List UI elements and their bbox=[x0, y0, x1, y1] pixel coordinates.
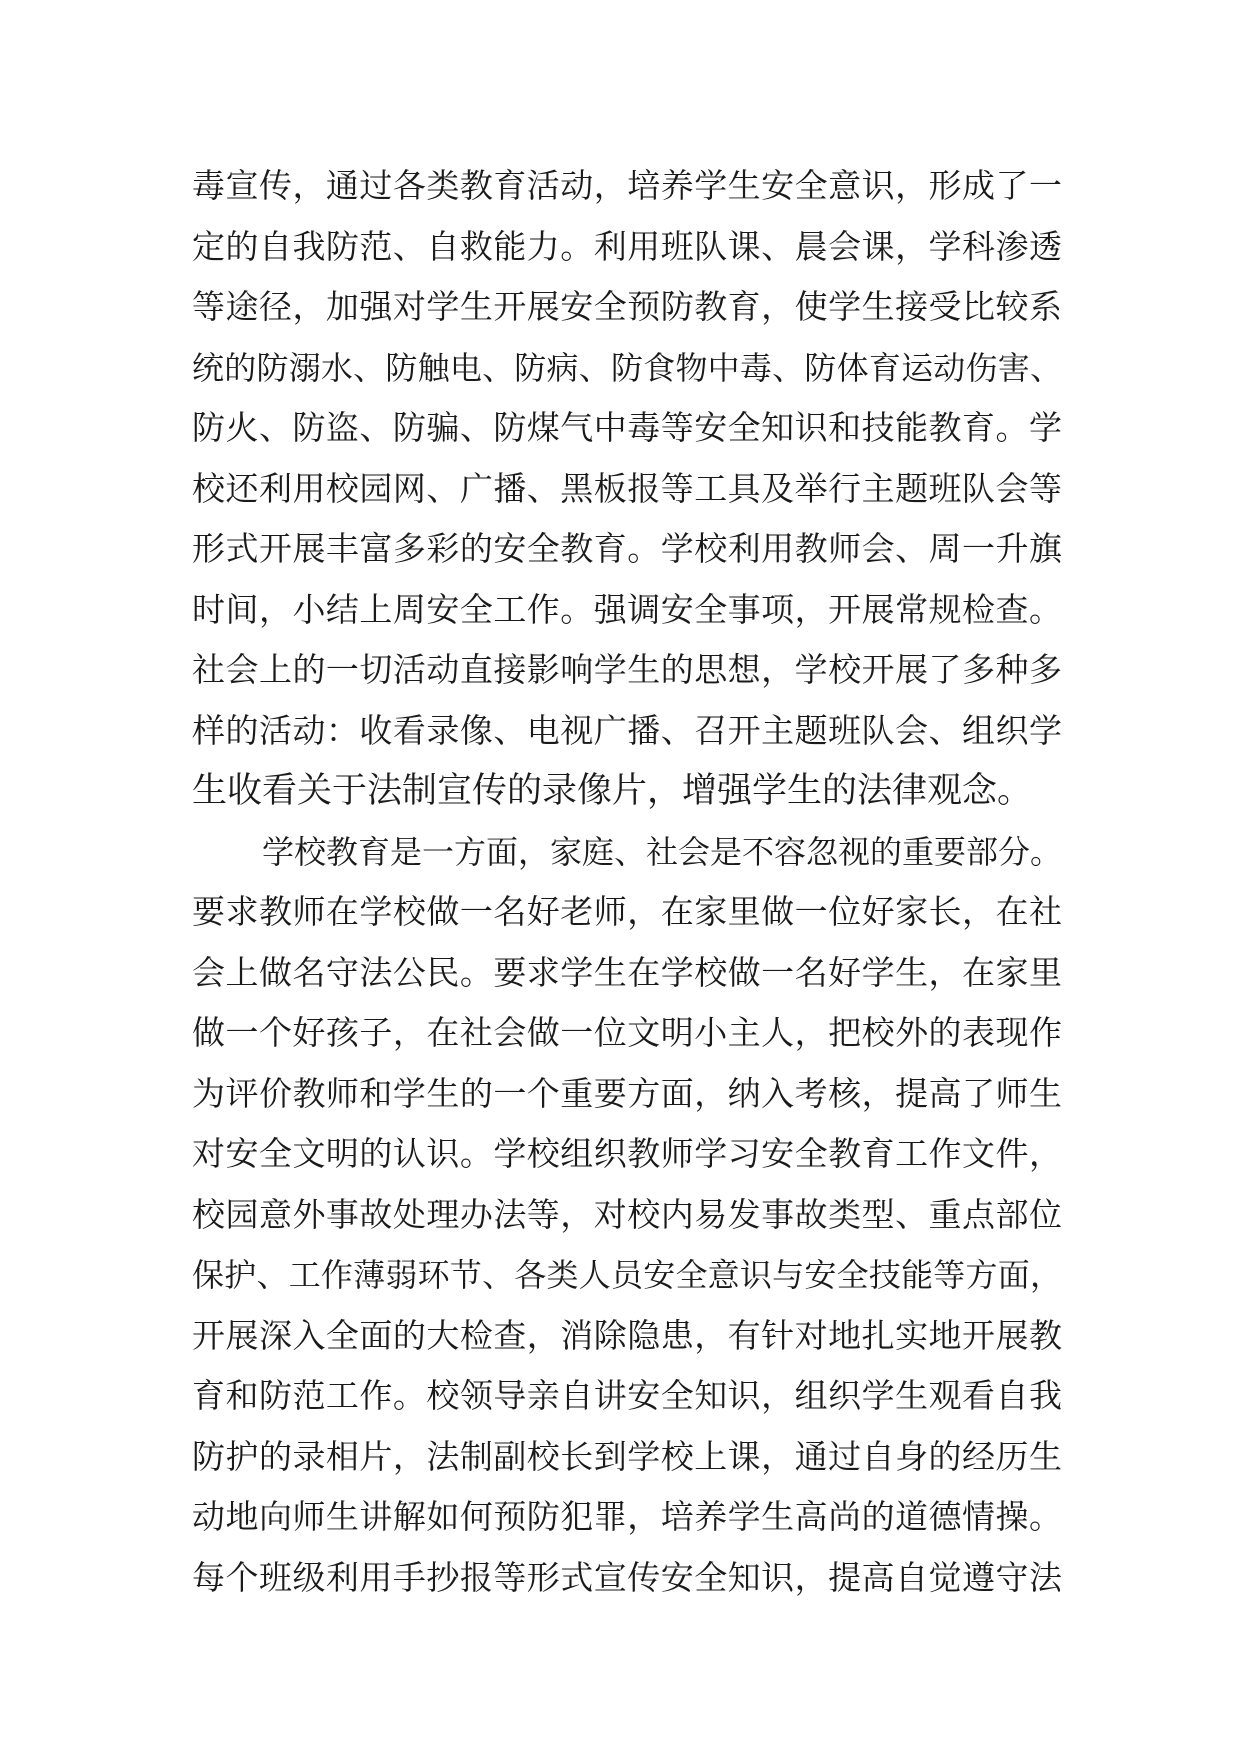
text-line: 样的活动：收看录像、电视广播、召开主题班队会、组织学 bbox=[192, 710, 1062, 750]
paragraph-end-line: 生收看关于法制宣传的录像片，增强学生的法律观念。 bbox=[192, 771, 1033, 811]
text-line: 社会上的一切活动直接影响学生的思想，学校开展了多种多 bbox=[192, 650, 1062, 689]
text-line: 统的防溺水、防触电、防病、防食物中毒、防体育运动伤害、 bbox=[192, 348, 1062, 387]
text-line: 防火、防盗、防骗、防煤气中毒等安全知识和技能教育。学 bbox=[192, 408, 1062, 447]
text-line: 对安全文明的认识。学校组织教师学习安全教育工作文件， bbox=[192, 1134, 1062, 1173]
text-line: 每个班级利用手抄报等形式宣传安全知识，提高自觉遵守法 bbox=[192, 1557, 1062, 1597]
text-line: 要求教师在学校做一名好老师，在家里做一位好家长，在社 bbox=[192, 892, 1062, 931]
text-line: 保护、工作薄弱环节、各类人员安全意识与安全技能等方面， bbox=[192, 1256, 1062, 1294]
text-line: 开展深入全面的大检查，消除隐患，有针对地扎实地开展教 bbox=[192, 1315, 1062, 1355]
text-line: 等途径，加强对学生开展安全预防教育，使学生接受比较系 bbox=[192, 287, 1062, 326]
text-line: 毒宣传，通过各类教育活动，培养学生安全意识，形成了一 bbox=[192, 166, 1062, 205]
text-line: 时间，小结上周安全工作。强调安全事项，开展常规检查。 bbox=[192, 589, 1062, 629]
text-line: 为评价教师和学生的一个重要方面，纳入考核，提高了师生 bbox=[192, 1073, 1062, 1113]
text-line: 动地向师生讲解如何预防犯罪，培养学生高尚的道德情操。 bbox=[192, 1497, 1062, 1536]
text-line: 定的自我防范、自救能力。利用班队课、晨会课，学科渗透 bbox=[192, 226, 1062, 266]
text-line: 育和防范工作。校领导亲自讲安全知识，组织学生观看自我 bbox=[192, 1376, 1062, 1415]
paragraph-start-line: 学校教育是一方面，家庭、社会是不容忽视的重要部分。 bbox=[262, 832, 1063, 871]
text-line: 校还利用校园网、广播、黑板报等工具及举行主题班队会等 bbox=[192, 468, 1062, 508]
body-text bbox=[192, 156, 1062, 1608]
text-line: 形式开展丰富多彩的安全教育。学校利用教师会、周一升旗 bbox=[192, 529, 1062, 568]
text-line: 做一个好孩子，在社会做一位文明小主人，把校外的表现作 bbox=[192, 1013, 1062, 1052]
text-line: 校园意外事故处理办法等，对校内易发事故类型、重点部位 bbox=[192, 1194, 1062, 1234]
text-line: 会上做名守法公民。要求学生在学校做一名好学生，在家里 bbox=[192, 952, 1062, 992]
text-line: 防护的录相片，法制副校长到学校上课，通过自身的经历生 bbox=[192, 1436, 1062, 1476]
